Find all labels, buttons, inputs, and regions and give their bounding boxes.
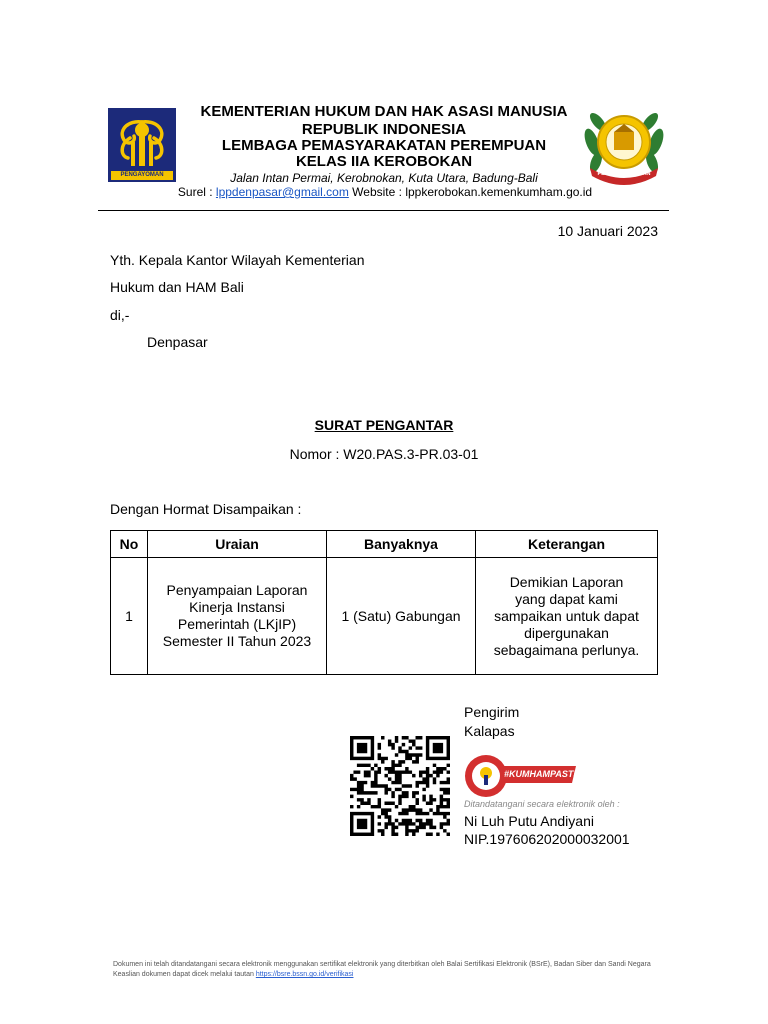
- email-label: Surel :: [177, 185, 216, 199]
- col-header-uraian: Uraian: [148, 531, 327, 558]
- signer-nip: NIP.197606202000032001: [464, 831, 630, 847]
- recipient-city: Denpasar: [147, 334, 208, 350]
- header-ministry: KEMENTERIAN HUKUM DAN HAK ASASI MANUSIA: [200, 103, 568, 120]
- recipient-line-2: Hukum dan HAM Bali: [110, 279, 244, 295]
- cell-uraian-line: Semester II Tahun 2023: [162, 633, 312, 649]
- col-header-banyaknya: Banyaknya: [327, 531, 476, 558]
- header-address: Jalan Intan Permai, Kerobnokan, Kuta Utara, Badung-Bali: [230, 171, 538, 185]
- pengayoman-logo: [108, 108, 176, 182]
- kumham-pasti-badge: [464, 753, 576, 799]
- footer-line-1: Dokumen ini telah ditandatangani secara elektronik menggunakan sertifikat elektronik yang diterbitkan oleh Balai Sertifikasi Elektronik (BSrE), Badan Siber dan Sandi Negara: [113, 961, 651, 968]
- letter-number: Nomor : W20.PAS.3-PR.03-01: [289, 446, 479, 462]
- footer-note: [113, 960, 673, 980]
- cell-keterangan: [476, 558, 658, 675]
- cell-uraian-line: Pemerintah (LKjIP): [177, 616, 297, 632]
- kumham-pasti-text: #KUMHAMPASTI: [504, 769, 576, 779]
- pengayoman-logo-text: PENGAYOMAN: [120, 172, 164, 178]
- header-republic: REPUBLIK INDONESIA: [301, 121, 467, 138]
- email-link[interactable]: lppdenpasar@gmail.com: [215, 185, 349, 199]
- cell-no: 1: [111, 558, 148, 675]
- recipient-line-1: Yth. Kepala Kantor Wilayah Kementerian: [110, 252, 365, 268]
- letter-greeting: Dengan Hormat Disampaikan :: [110, 501, 302, 517]
- website-text: lppkerobokan.kemenkumham.go.id: [405, 185, 593, 199]
- verification-link[interactable]: https://bsre.bssn.go.id/verifikasi: [255, 971, 354, 978]
- letter-title: SURAT PENGANTAR: [314, 417, 454, 433]
- sender-label: Pengirim: [464, 704, 520, 720]
- pemasyarakatan-emblem: [578, 102, 670, 186]
- header-class: KELAS IIA KEROBOKAN: [295, 153, 473, 170]
- verification-qr-code[interactable]: [347, 736, 453, 836]
- letter-date: 10 Januari 2023: [557, 223, 658, 239]
- table-header-row: [111, 531, 658, 558]
- col-header-keterangan: Keterangan: [476, 531, 658, 558]
- footer-line-2-prefix: Keaslian dokumen dapat dicek melalui tautan: [113, 971, 256, 978]
- header-rule: [98, 210, 669, 211]
- sender-position: Kalapas: [464, 723, 515, 739]
- cell-keterangan-line: sampaikan untuk dapat: [494, 607, 639, 624]
- website-label: Website :: [348, 185, 406, 199]
- cell-uraian: [148, 558, 327, 675]
- signed-note: Ditandatangani secara elektronik oleh :: [464, 799, 620, 809]
- cell-keterangan-line: yang dapat kami: [515, 590, 618, 607]
- cell-uraian-line: Kinerja Instansi: [189, 599, 285, 615]
- table-row: [111, 558, 658, 675]
- cell-keterangan-line: sebagaimana perlunya.: [493, 641, 640, 658]
- pemasyarakatan-emblem-text: PEMASYARAKATAN: [597, 171, 651, 177]
- recipient-line-3: di,-: [110, 307, 130, 323]
- header-institution: LEMBAGA PEMASYARAKATAN PEREMPUAN: [221, 137, 547, 154]
- col-header-no: No: [111, 531, 148, 558]
- cell-uraian-line: Penyampaian Laporan: [166, 582, 308, 598]
- signer-name: Ni Luh Putu Andiyani: [464, 813, 594, 829]
- header-contact: [140, 185, 630, 199]
- cell-keterangan-line: Demikian Laporan: [509, 573, 624, 590]
- cell-banyaknya: 1 (Satu) Gabungan: [327, 558, 476, 675]
- items-table: [110, 530, 658, 675]
- cell-keterangan-line: dipergunakan: [524, 624, 609, 641]
- footer-line-2: [113, 970, 673, 980]
